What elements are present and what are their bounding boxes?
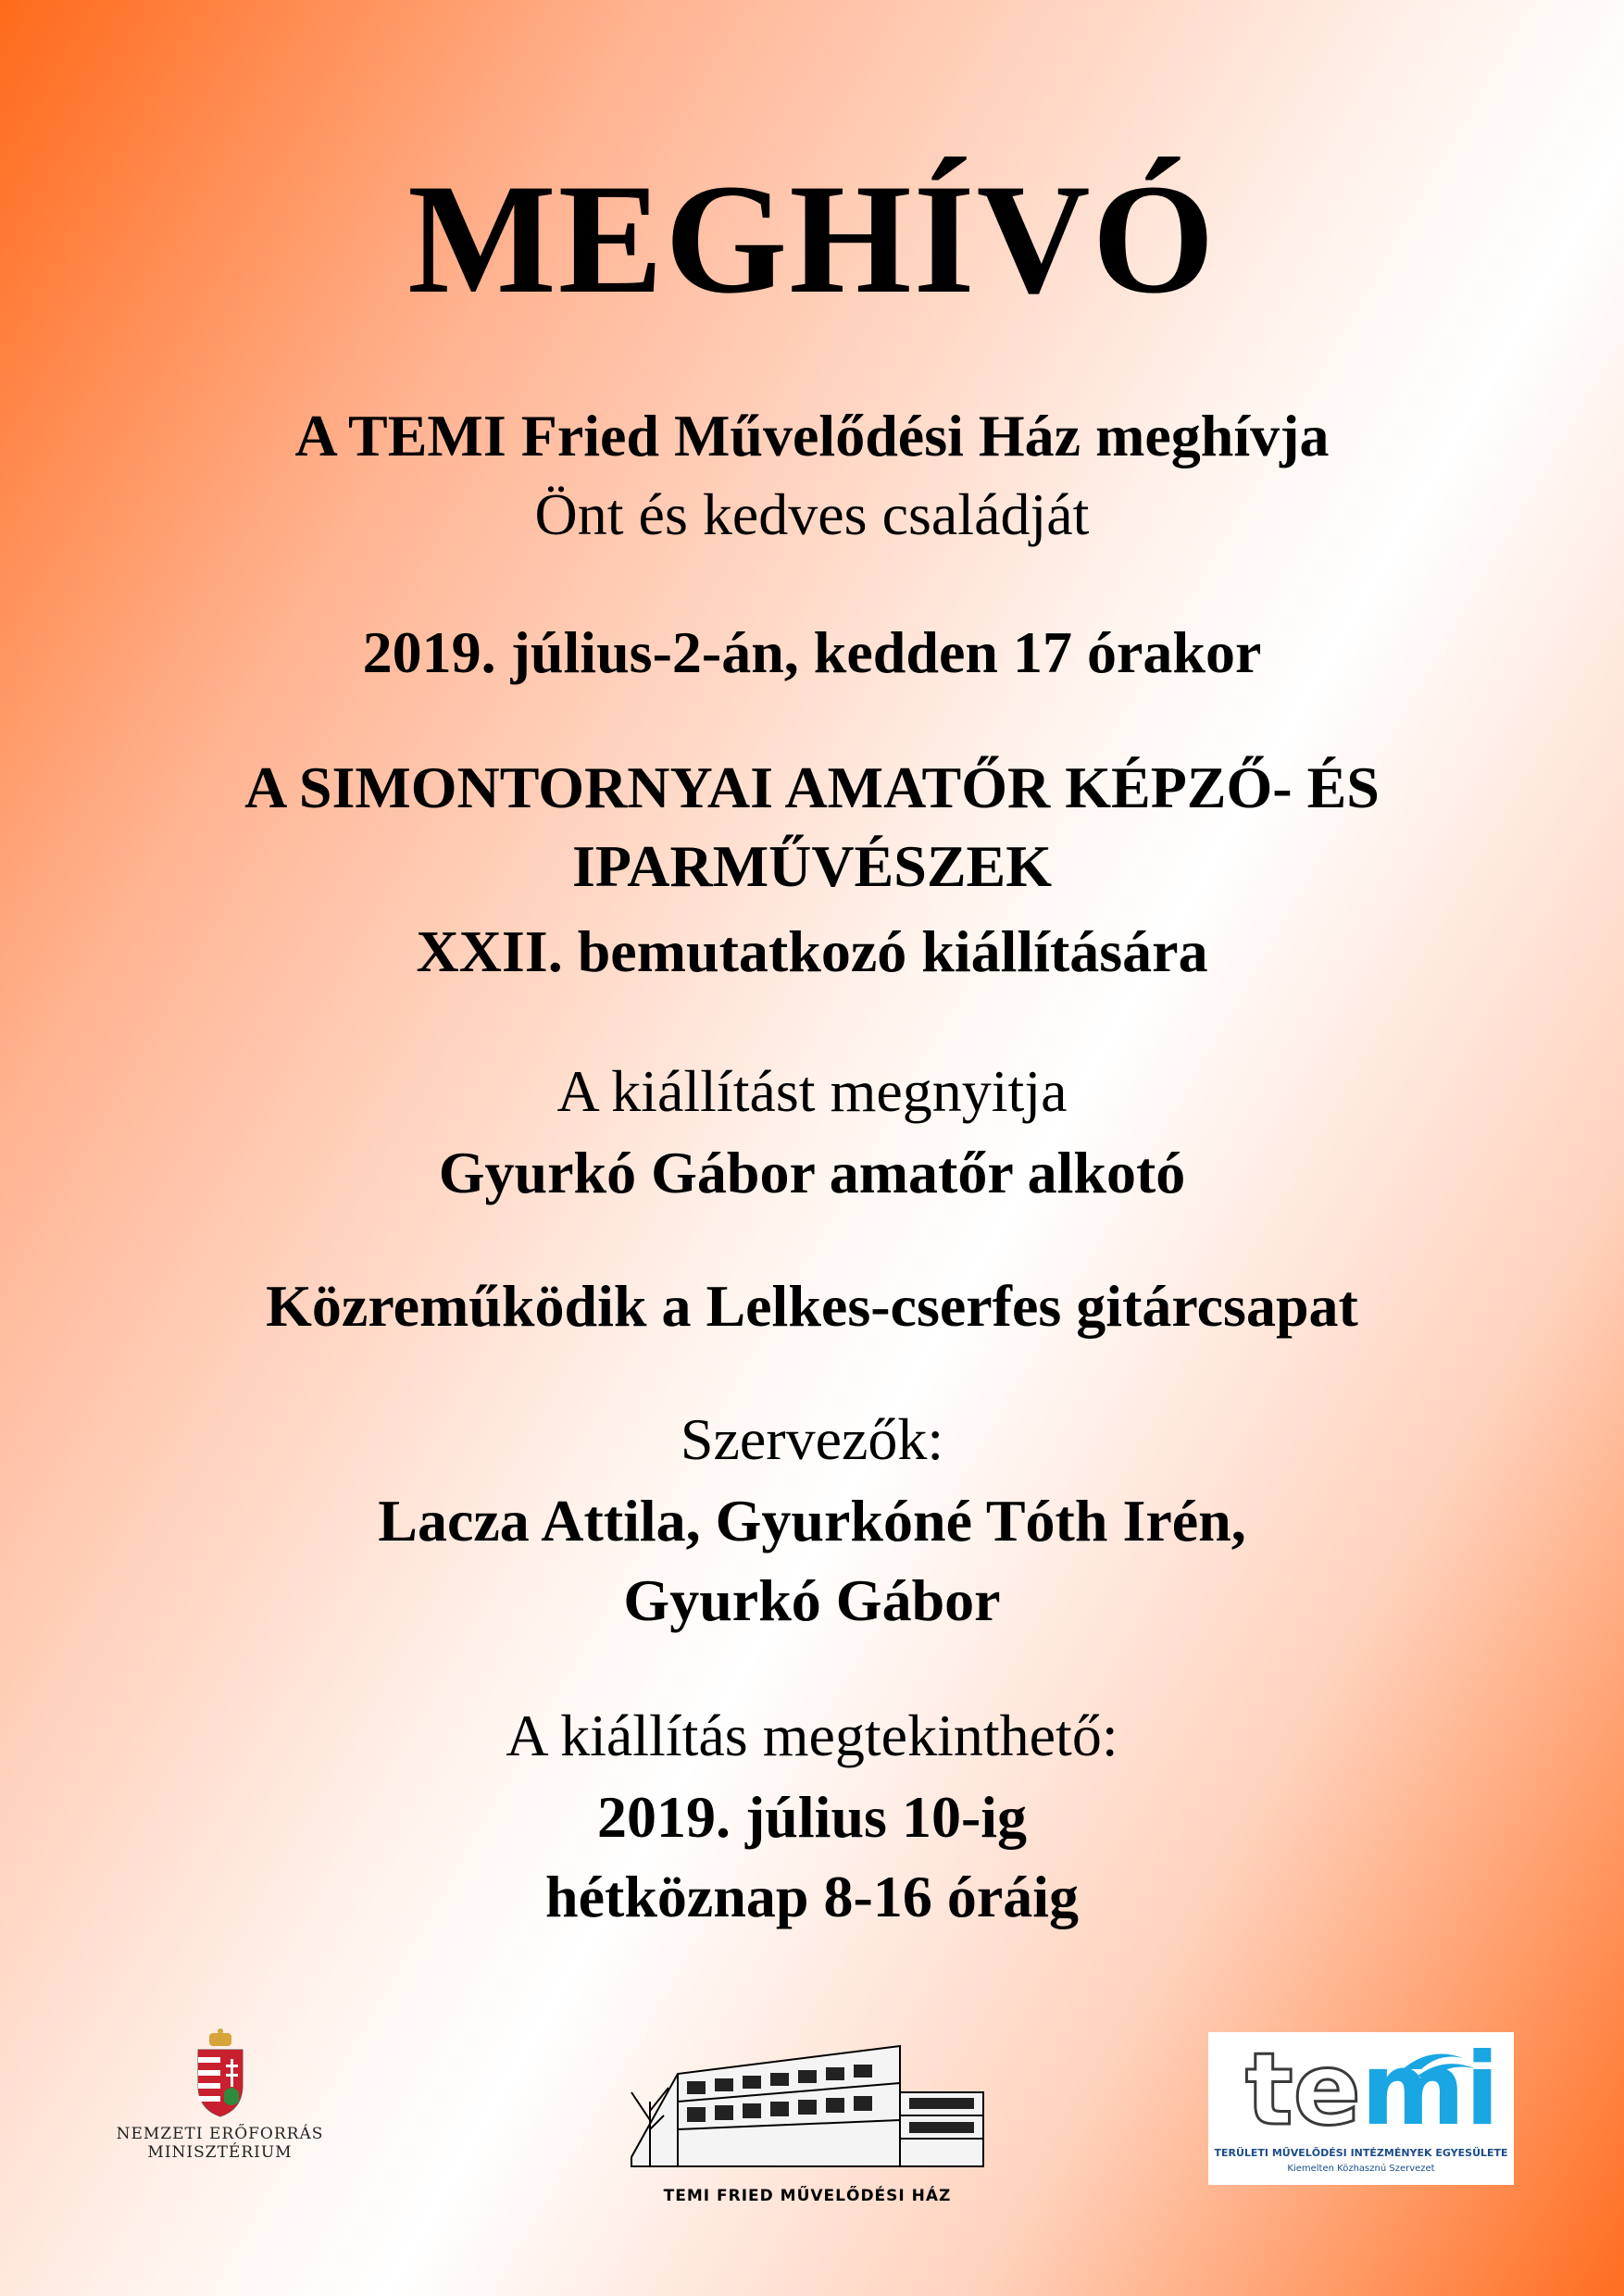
temi-wordmark-te: te (1245, 2032, 1361, 2148)
exhibition-title-line1: A SIMONTORNYAI AMATŐR KÉPZŐ- ÉS (244, 755, 1380, 820)
organizers-names-line2: Gyurkó Gábor (623, 1567, 1001, 1633)
exhibition-subtitle: XXII. bemutatkozó kiállítására (416, 918, 1208, 984)
event-date: 2019. július-2-án, kedden 17 órakor (362, 619, 1262, 685)
temi-wordmark-mi: mi (1360, 2032, 1500, 2148)
temi-caption-line2: Kiemelten Közhasznú Szervezet (1287, 2164, 1435, 2174)
exhibition-title-line2: IPARMŰVÉSZEK (572, 833, 1052, 899)
temi-caption-line1: TERÜLETI MŰVELŐDÉSI INTÉZMÉNYEK EGYESÜLETE (1214, 2147, 1508, 2159)
hungarian-coat-of-arms-icon (193, 2028, 248, 2120)
building-drawing-icon (622, 2037, 993, 2176)
host-audience-line: Önt és kedves családját (534, 481, 1090, 547)
ministry-name-line2: MINISZTÉRIUM (147, 2143, 293, 2162)
organizers-names-line1: Lacza Attila, Gyurkóné Tóth Irén, (378, 1488, 1246, 1554)
opening-label: A kiállítást megnyitja (556, 1058, 1068, 1124)
host-line: A TEMI Fried Művelődési Ház meghívja (294, 403, 1330, 468)
invitation-title: MEGHÍVÓ (407, 152, 1217, 326)
temi-wordmark (1245, 2032, 1500, 2148)
viewing-until: 2019. július 10-ig (596, 1784, 1028, 1850)
culture-house-logo (622, 2037, 993, 2213)
culture-house-caption: TEMI FRIED MŰVELŐDÉSI HÁZ (663, 2187, 952, 2205)
ministry-logo (116, 2028, 324, 2185)
viewing-label: A kiállítás megtekinthető: (506, 1703, 1118, 1768)
viewing-hours: hétköznap 8-16 óráig (545, 1864, 1079, 1929)
performance-line: Közreműködik a Lelkes-cserfes gitárcsapat (266, 1273, 1358, 1339)
organizers-label: Szervezők: (680, 1406, 944, 1472)
opening-person: Gyurkó Gábor amatőr alkotó (438, 1140, 1186, 1205)
ministry-name-line1: NEMZETI ERŐFORRÁS (116, 2125, 324, 2143)
temi-logo (1208, 2032, 1514, 2185)
